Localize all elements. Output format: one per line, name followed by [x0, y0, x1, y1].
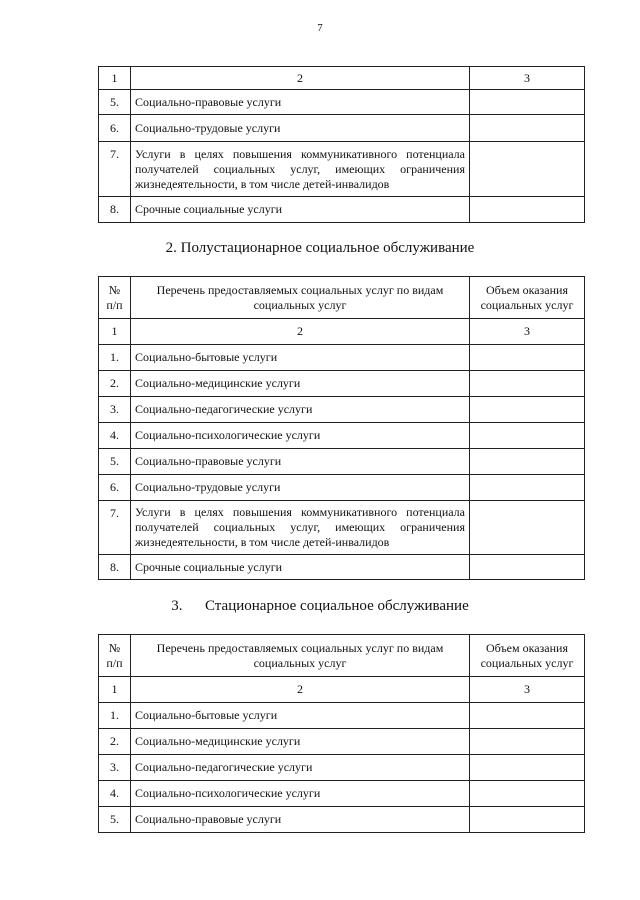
- row-volume: [470, 475, 585, 501]
- table-row: [99, 142, 585, 197]
- row-volume: 3: [470, 67, 585, 90]
- header-service-list: Перечень предоставляемых социальных услуг по видам социальных услуг: [131, 635, 470, 677]
- table-row: [99, 555, 585, 580]
- row-number: 1.: [99, 345, 131, 371]
- row-service-name: Срочные социальные услуги: [131, 197, 470, 223]
- row-service-name: Услуги в целях повышения коммуникативного потенциала получателей социальных услуг, имеющих ограничения жизнедеятельности, в том числе детей-инвалидов: [131, 501, 470, 555]
- row-number: 6.: [99, 115, 131, 142]
- row-service-name: 2: [131, 67, 470, 90]
- section-heading-stationary: 3. Стационарное социальное обслуживание: [171, 598, 469, 614]
- row-volume: [470, 345, 585, 371]
- row-service-name: Социально-правовые услуги: [131, 449, 470, 475]
- row-number: 5.: [99, 449, 131, 475]
- row-service-name: Социально-правовые услуги: [131, 90, 470, 115]
- table-header-row: [99, 277, 585, 319]
- table-row: [99, 115, 585, 142]
- row-number: 1: [99, 677, 131, 703]
- row-volume: [470, 197, 585, 223]
- row-number: 1.: [99, 703, 131, 729]
- table-row: [99, 423, 585, 449]
- row-number: 6.: [99, 475, 131, 501]
- table-row: [99, 781, 585, 807]
- row-number: 2.: [99, 371, 131, 397]
- row-service-name: Социально-трудовые услуги: [131, 475, 470, 501]
- table-row: [99, 807, 585, 833]
- row-number: 5.: [99, 90, 131, 115]
- row-volume: 3: [470, 319, 585, 345]
- row-number: 2.: [99, 729, 131, 755]
- row-service-name: Срочные социальные услуги: [131, 555, 470, 580]
- row-volume: [470, 423, 585, 449]
- row-number: 1: [99, 319, 131, 345]
- header-number: № п/п: [99, 277, 131, 319]
- table-row: [99, 319, 585, 345]
- table-header-row: [99, 635, 585, 677]
- services-table-semi-stationary: [98, 276, 585, 580]
- row-volume: [470, 703, 585, 729]
- row-service-name: Услуги в целях повышения коммуникативного потенциала получателей социальных услуг, имеющих ограничения жизнедеятельности, в том числе детей-инвалидов: [131, 142, 470, 197]
- table-row: [99, 703, 585, 729]
- row-number: 7.: [99, 142, 131, 197]
- row-number: 3.: [99, 755, 131, 781]
- table-row: [99, 397, 585, 423]
- services-table-stationary: [98, 634, 585, 833]
- services-table-continuation: [98, 66, 585, 223]
- row-volume: [470, 755, 585, 781]
- row-number: 3.: [99, 397, 131, 423]
- table-row: [99, 197, 585, 223]
- row-service-name: Социально-психологические услуги: [131, 781, 470, 807]
- table-row: [99, 90, 585, 115]
- row-volume: [470, 781, 585, 807]
- table-row: [99, 475, 585, 501]
- row-service-name: Социально-педагогические услуги: [131, 397, 470, 423]
- row-number: 8.: [99, 197, 131, 223]
- table-row: [99, 677, 585, 703]
- row-volume: [470, 807, 585, 833]
- row-number: 1: [99, 67, 131, 90]
- header-service-list: Перечень предоставляемых социальных услуг по видам социальных услуг: [131, 277, 470, 319]
- row-service-name: Социально-медицинские услуги: [131, 371, 470, 397]
- row-service-name: Социально-трудовые услуги: [131, 115, 470, 142]
- row-service-name: Социально-педагогические услуги: [131, 755, 470, 781]
- row-number: 4.: [99, 781, 131, 807]
- row-service-name: Социально-бытовые услуги: [131, 703, 470, 729]
- section-heading-semi-stationary: 2. Полустационарное социальное обслуживание: [165, 240, 475, 256]
- row-service-name: 2: [131, 677, 470, 703]
- row-volume: [470, 371, 585, 397]
- header-volume: Объем оказания социальных услуг: [470, 277, 585, 319]
- header-volume: Объем оказания социальных услуг: [470, 635, 585, 677]
- row-volume: [470, 729, 585, 755]
- row-number: 8.: [99, 555, 131, 580]
- row-volume: [470, 90, 585, 115]
- row-volume: [470, 142, 585, 197]
- row-service-name: Социально-психологические услуги: [131, 423, 470, 449]
- header-number: № п/п: [99, 635, 131, 677]
- table-row: [99, 501, 585, 555]
- row-service-name: Социально-медицинские услуги: [131, 729, 470, 755]
- table-row: [99, 345, 585, 371]
- page-number: 7: [317, 22, 323, 34]
- row-number: 5.: [99, 807, 131, 833]
- row-volume: [470, 115, 585, 142]
- table-row: [99, 67, 585, 90]
- row-number: 7.: [99, 501, 131, 555]
- row-volume: [470, 397, 585, 423]
- table-row: [99, 371, 585, 397]
- row-service-name: Социально-правовые услуги: [131, 807, 470, 833]
- table-row: [99, 729, 585, 755]
- table-row: [99, 755, 585, 781]
- row-volume: [470, 501, 585, 555]
- row-volume: 3: [470, 677, 585, 703]
- row-volume: [470, 449, 585, 475]
- row-service-name: Социально-бытовые услуги: [131, 345, 470, 371]
- row-service-name: 2: [131, 319, 470, 345]
- row-volume: [470, 555, 585, 580]
- row-number: 4.: [99, 423, 131, 449]
- table-row: [99, 449, 585, 475]
